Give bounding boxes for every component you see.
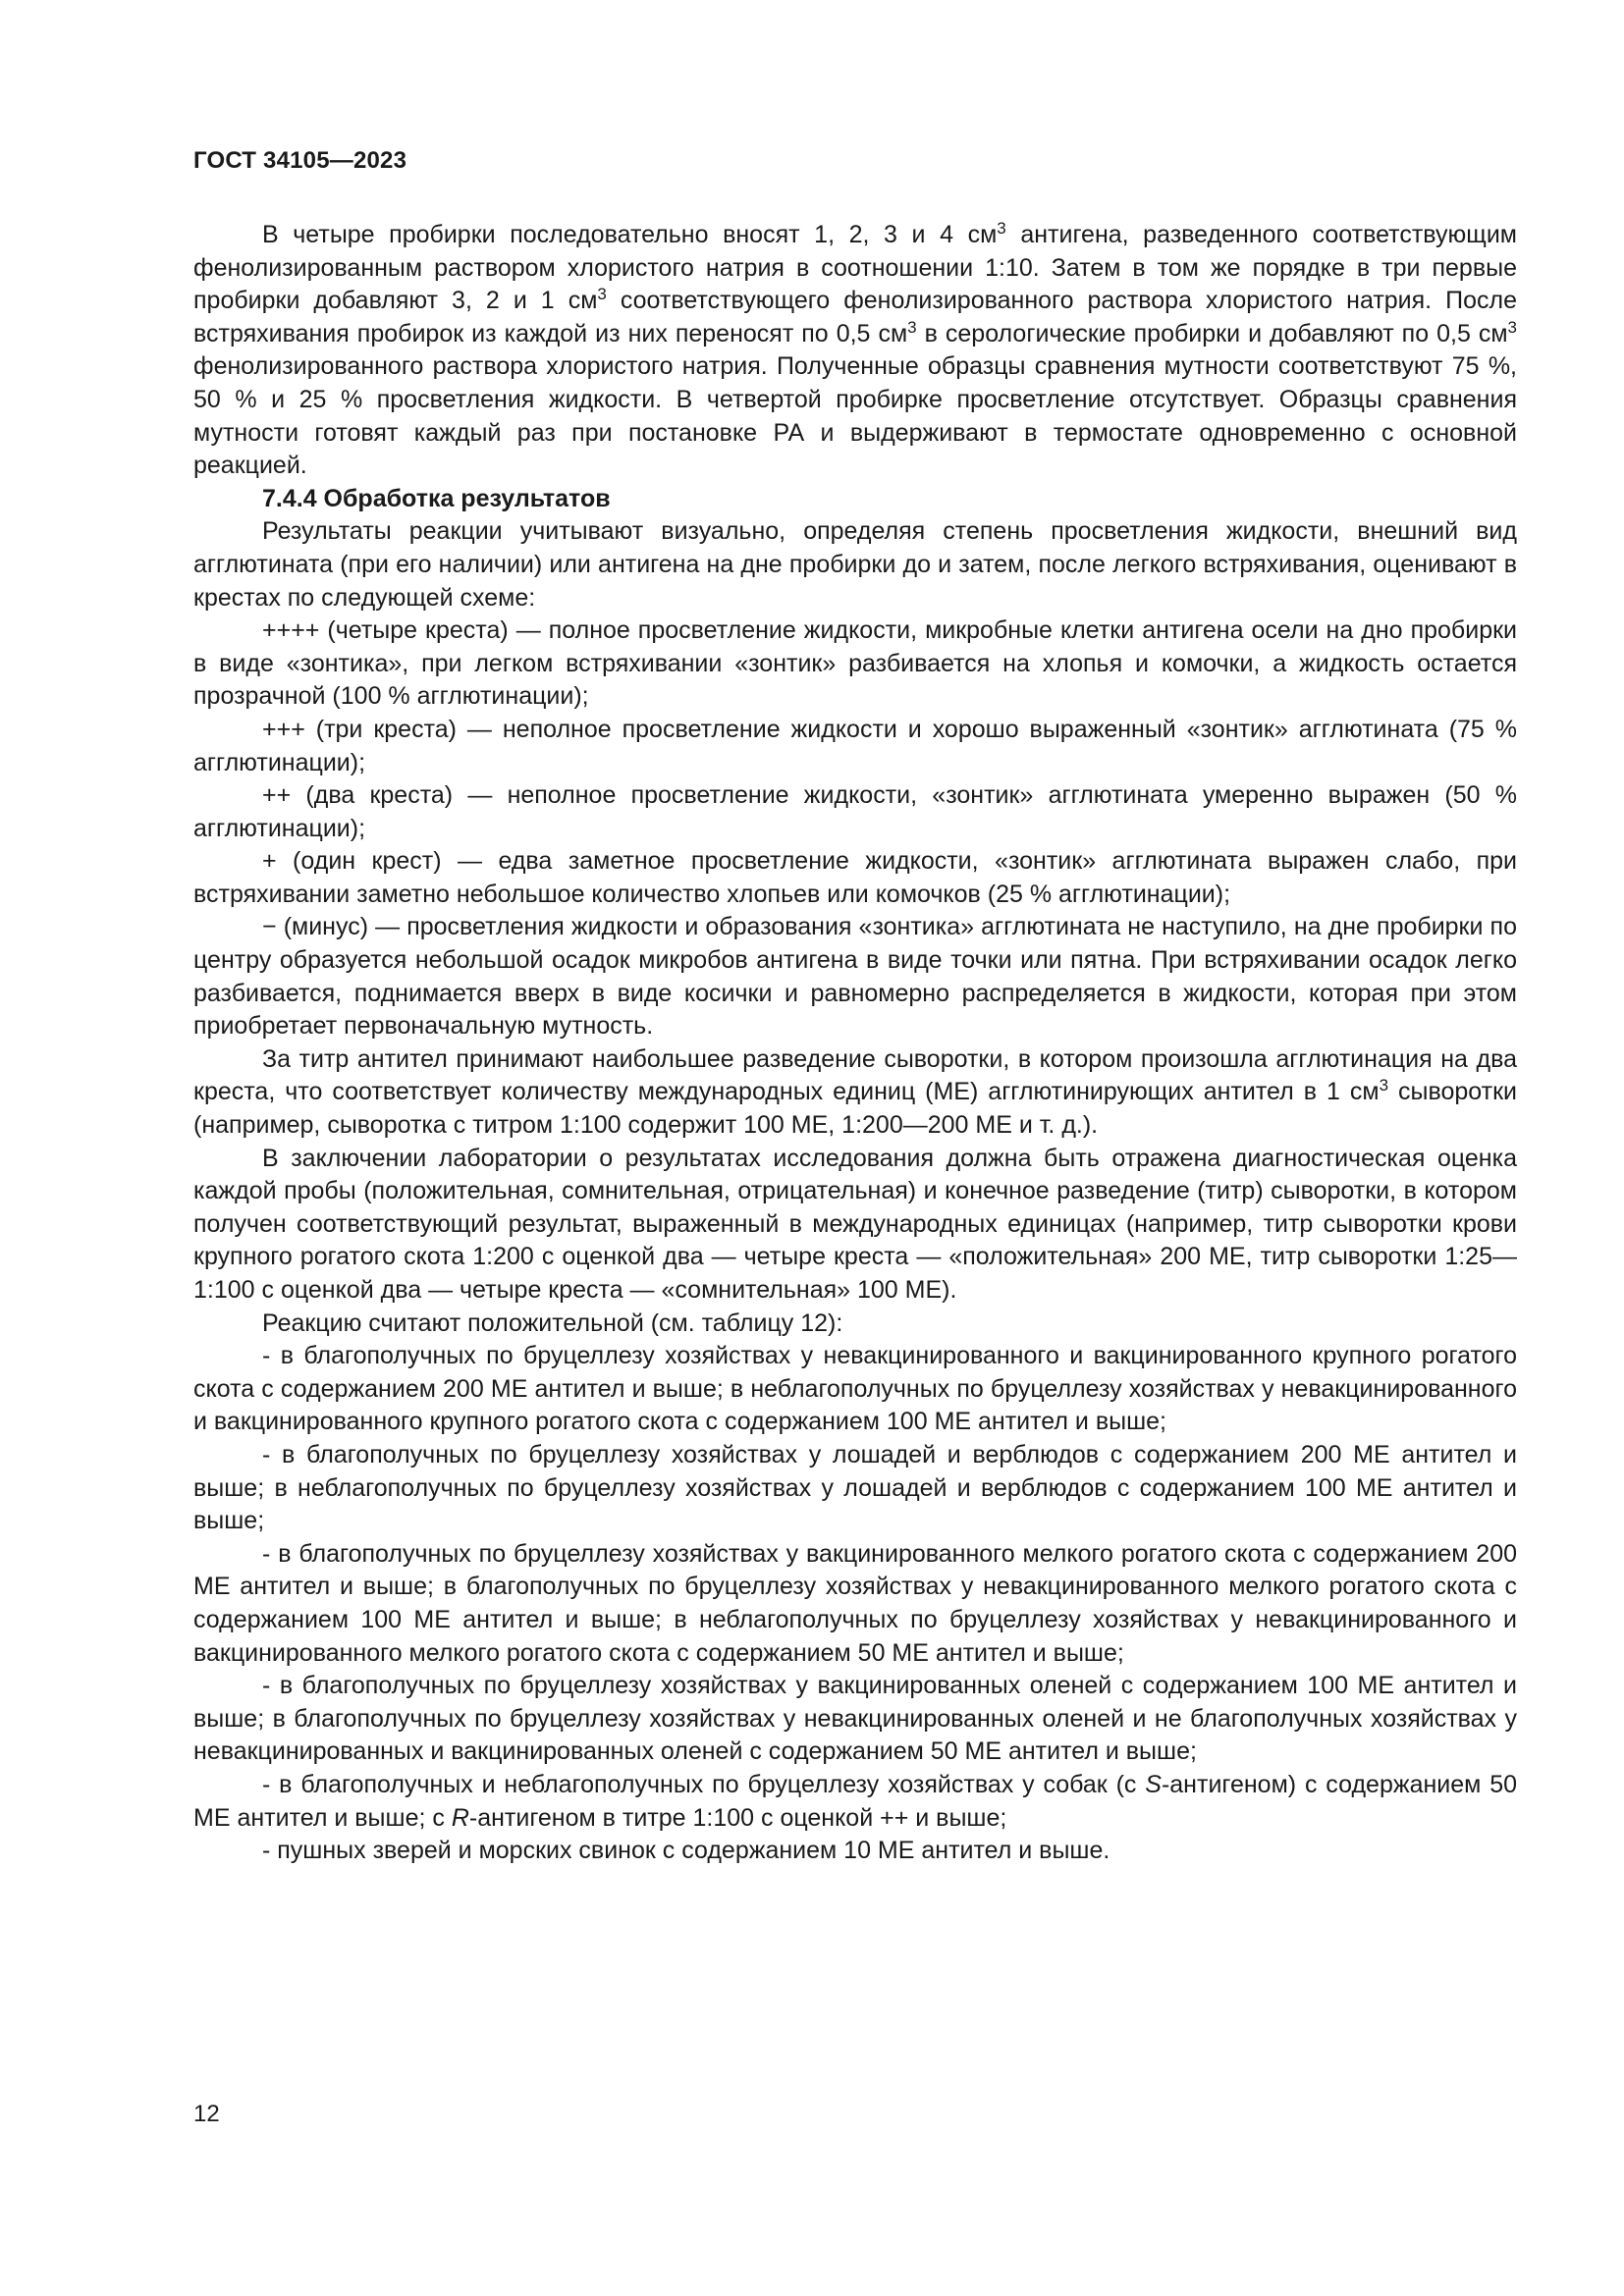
- list-item-small-ruminants: - в благополучных по бруцеллезу хозяйствах у вакцинированного мелкого рогатого скота с содержанием 200 МЕ антител и выше; в благополучных по бруцеллезу хозяйствах у невакцинированного мелкого рогатого скота с содержанием 100 МЕ антител и выше; в неблагополучных по бруцеллезу хозяйствах у невакцинированного и вакцинированного мелкого рогатого скота с содержанием 50 МЕ антител и выше;: [193, 1539, 1517, 1667]
- list-item-dogs: [193, 1769, 1517, 1835]
- document-header: ГОСТ 34105—2023: [193, 147, 407, 174]
- paragraph-minus: − (минус) — просветления жидкости и образования «зонтика» агглютината не наступило, на дне пробирки по центру образуется небольшой осадок микробов антигена в виде точки или пятна. При встряхивании осадок легко разбивается, поднимается вверх в виде косички и равномерно распределяется в жидкости, которая при этом приобретает первоначальную мутность.: [193, 913, 1517, 1041]
- superscript: 3: [1379, 1076, 1389, 1095]
- paragraph-results-intro: Результаты реакции учитывают визуально, определяя степень просветления жидкости, внешний вид агглютината (при его наличии) или антигена на дне пробирки до и затем, после легкого встряхивания, оценивают в крестах по следующей схеме:: [193, 517, 1517, 612]
- paragraph-one-cross: + (один крест) — едва заметное просветление жидкости, «зонтик» агглютината выражен слабо, при встряхивании заметно небольшое количество хлопьев или комочков (25 % агглютинации);: [193, 847, 1517, 908]
- text-run: соответствующего фенолизированного раствора хлористого натрия. После встряхивания пробирок из каждой из них переносят по 0,5 см: [193, 287, 1517, 347]
- text-run: -антигеном в титре 1:100 с оценкой ++ и выше;: [468, 1803, 1007, 1832]
- paragraph-two-crosses: ++ (два креста) — неполное просветление жидкости, «зонтик» агглютината умеренно выражен (50 % агглютинации);: [193, 781, 1517, 842]
- text-run: фенолизированного раствора хлористого натрия. Полученные образцы сравнения мутности соответствуют 75 %, 50 % и 25 % просветления жидкости. В четвертой пробирке просветление отсутствует. Образцы сравнения мутности готовят каждый раз при постановке РА и выдерживают в термостате одновременно с основной реакцией.: [193, 352, 1517, 480]
- paragraph-lab-conclusion: В заключении лаборатории о результатах исследования должна быть отражена диагностическая оценка каждой пробы (положительная, сомнительная, отрицательная) и конечное разведение (титр) сыворотки, в котором получен соответствующий результат, выраженный в международных единицах (например, титр сыворотки крови крупного рогатого скота 1:200 с оценкой два — четыре креста — «положительная» 200 МЕ, титр сыворотки 1:25—1:100 с оценкой два — четыре креста — «сомнительная» 100 МЕ).: [193, 1144, 1517, 1304]
- superscript: 3: [997, 219, 1006, 238]
- superscript: 3: [907, 317, 917, 337]
- text-run: В четыре пробирки последовательно вносят 1, 2, 3 и 4 см: [262, 221, 998, 248]
- superscript: 3: [597, 285, 607, 304]
- paragraph-three-crosses: +++ (три креста) — неполное просветление жидкости и хорошо выраженный «зонтик» агглютината (75 % агглютинации);: [193, 715, 1517, 776]
- text-run: За титр антител принимают наибольшее разведение сыворотки, в котором произошла агглютинация на два креста, что соответствует количеству международных единиц (МЕ) агглютинирующих антител в 1 см: [193, 1044, 1517, 1106]
- page-number: 12: [193, 2101, 220, 2127]
- text-run: в серологические пробирки и добавляют по 0,5 см: [916, 319, 1508, 347]
- list-item-fur-animals: - пушных зверей и морских свинок с содержанием 10 МЕ антител и выше.: [262, 1837, 1110, 1865]
- document-body: [193, 219, 1517, 1868]
- list-item-horses-camels: - в благополучных по бруцеллезу хозяйствах у лошадей и верблюдов с содержанием 200 МЕ антител и выше; в неблагополучных по бруцеллезу хозяйствах у лошадей и верблюдов с содержанием 100 МЕ антител и выше;: [193, 1440, 1517, 1535]
- text-run: -антигеном) с содержанием 50 МЕ антител и выше; с: [193, 1770, 1517, 1832]
- text-run: сыворотки (например, сыворотка с титром 1:100 содержит 100 МЕ, 1:200—200 МЕ и т. д.).: [193, 1078, 1518, 1140]
- list-item-cattle: - в благополучных по бруцеллезу хозяйствах у невакцинированного и вакцинированного крупного рогатого скота с содержанием 200 МЕ антител и выше; в неблагополучных по бруцеллезу хозяйствах у невакцинированного и вакцинированного крупного рогатого скота с содержанием 100 МЕ антител и выше;: [193, 1342, 1517, 1436]
- paragraph-positive-reaction: Реакцию считают положительной (см. таблицу 12):: [262, 1308, 843, 1337]
- paragraph-four-crosses: ++++ (четыре креста) — полное просветление жидкости, микробные клетки антигена осели на дно пробирки в виде «зонтика», при легком встряхивании «зонтик» разбивается на хлопья и комочки, а жидкость остается прозрачной (100 % агглютинации);: [193, 616, 1517, 711]
- italic-antigen-letter: R: [451, 1803, 469, 1832]
- section-heading: 7.4.4 Обработка результатов: [262, 484, 611, 512]
- superscript: 3: [1507, 317, 1517, 337]
- paragraph-antibody-titer: [193, 1043, 1517, 1143]
- text-run: антигена, разведенного соответствующим фенолизированным раствором хлористого натрия в соотношении 1:10. Затем в том же порядке в три первые пробирки добавляют 3, 2 и 1 см: [193, 221, 1517, 315]
- italic-antigen-letter: S: [1145, 1770, 1162, 1798]
- paragraph-turbidity-standards: [193, 219, 1517, 483]
- list-item-deer: - в благополучных по бруцеллезу хозяйствах у вакцинированных оленей с содержанием 100 МЕ антител и выше; в благополучных по бруцеллезу хозяйствах у невакцинированных оленей и не благополучных хозяйствах у невакцинированных и вакцинированных оленей с содержанием 50 МЕ антител и выше;: [193, 1672, 1517, 1766]
- text-run: - в благополучных и неблагополучных по бруцеллезу хозяйствах у собак (с: [262, 1770, 1146, 1798]
